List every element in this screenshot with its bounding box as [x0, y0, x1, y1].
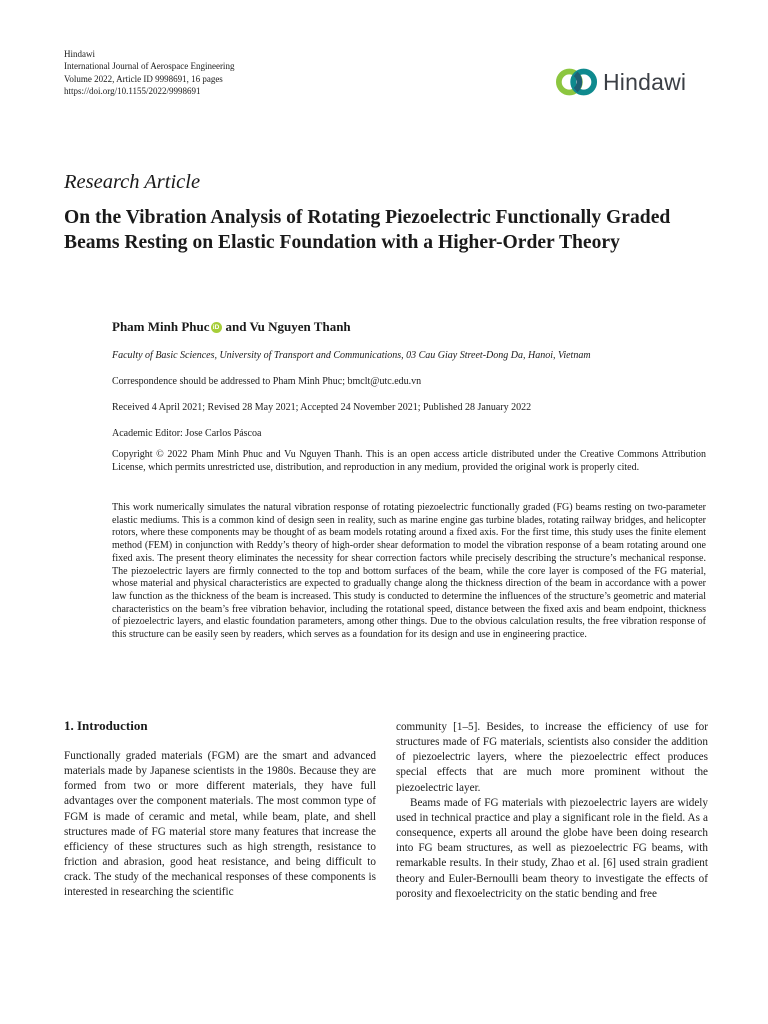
body-column-left [64, 749, 376, 901]
abstract: This work numerically simulates the natural vibration response of rotating piezoelectric functionally graded (FG) beams resting on two-parameter elastic mediums. This is a common kind of design seen in reality, such as marine engine gas turbine blades, rotating railway bridges, and helicopter rotors, where these components may be thought of as beam models rotating around a fixed axis. For the first time, this study uses the finite element method (FEM) in conjunction with Reddy’s theory of high-order shear deformation to model the vibration response of a beam rotating around one fixed axis. The present theory eliminates the necessity for shear correction factors while precisely describing the structure’s mechanical response. The piezoelectric layers are firmly connected to the top and bottom surfaces of the beam, while the core layer is composed of the FG material, whose material and physical characteristics are expected to gradually change along the thickness direction of the beam in accordance with a power law function as the thickness of the beam is increased. This study is conducted to determine the influences of the structure’s geometric and material characteristics on the beam’s free vibration behavior, including the rotational speed, distance between the fixed axis and beam endpoint, thickness of piezoelectric layers, and elastic foundation parameters, among other things. Due to the obvious calculation results, the free vibration response of this structure can be easily seen by readers, which serves as a foundation for its design and use in engineering practice. [112, 502, 706, 641]
paragraph: Functionally graded materials (FGM) are the smart and advanced materials made by Japanese scientists in the 1980s. Because they are formed from two or more different materials, they have full advantages over the component materials. The most common type of FGM is made of ceramic and metal, while beam, plate, and shell structures made of FG material store many features that increase the efficiency of these structures such as high strength, resistance to friction and abrasion, good heat resistance, and being difficult to crack. The study of the mechanical responses of these components is interested in researching the scientific [64, 750, 376, 899]
publisher-name: Hindawi [64, 49, 95, 59]
publication-dates: Received 4 April 2021; Revised 28 May 2021; Accepted 24 November 2021; Published 28 January 2022 [112, 402, 532, 413]
logo-text: Hindawi [603, 68, 687, 95]
hindawi-logo [556, 62, 706, 102]
body-column-right [396, 720, 708, 902]
correspondence: Correspondence should be addressed to Pham Minh Phuc; bmclt@utc.edu.vn [112, 376, 422, 387]
orcid-icon[interactable]: iD [211, 322, 222, 333]
journal-name: International Journal of Aerospace Engineering [64, 61, 235, 72]
paragraph: Beams made of FG materials with piezoelectric layers are widely used in technical practice and play a significant role in the field. As a consequence, experts all around the globe have been doing research into FG beam structures, as well as piezoelectric FG beams, with remarkable results. In their study, Zhao et al. [6] used strain gradient theory and Euler-Bernoulli beam theory to investigate the effects of porosity and flexoelectricity on the static bending and free [396, 796, 708, 900]
paragraph: community [1–5]. Besides, to increase the efficiency of use for structures made of FG materials, scientists also consider the addition of piezoelectric layers, where the piezoelectric effect produces special effects that are much more prominent without the piezoelectric layer. [396, 721, 708, 794]
hindawi-logo-icon [556, 64, 598, 100]
author-rest: and Vu Nguyen Thanh [225, 319, 351, 334]
journal-header [64, 48, 234, 98]
author-first: Pham Minh Phuc [112, 319, 210, 334]
copyright-notice: Copyright © 2022 Pham Minh Phuc and Vu Nguyen Thanh. This is an open access article distributed under the Creative Commons Attribution License, which permits unrestricted use, distribution, and reproduction in any medium, provided the original work is properly cited. [112, 449, 706, 473]
paper-title: On the Vibration Analysis of Rotating Piezoelectric Functionally Graded Beams Resting on Elastic Foundation with a Higher-Order Theory [64, 207, 671, 253]
section-heading: 1. Introduction [64, 718, 148, 733]
article-type: Research Article [64, 171, 201, 193]
author-list [112, 319, 351, 335]
academic-editor: Academic Editor: Jose Carlos Páscoa [112, 428, 262, 439]
doi-link[interactable]: https://doi.org/10.1155/2022/9998691 [64, 86, 201, 97]
volume-info: Volume 2022, Article ID 9998691, 16 pages [64, 73, 223, 84]
affiliation: Faculty of Basic Sciences, University of Transport and Communications, 03 Cau Giay Street-Dong Da, Hanoi, Vietnam [112, 350, 591, 361]
